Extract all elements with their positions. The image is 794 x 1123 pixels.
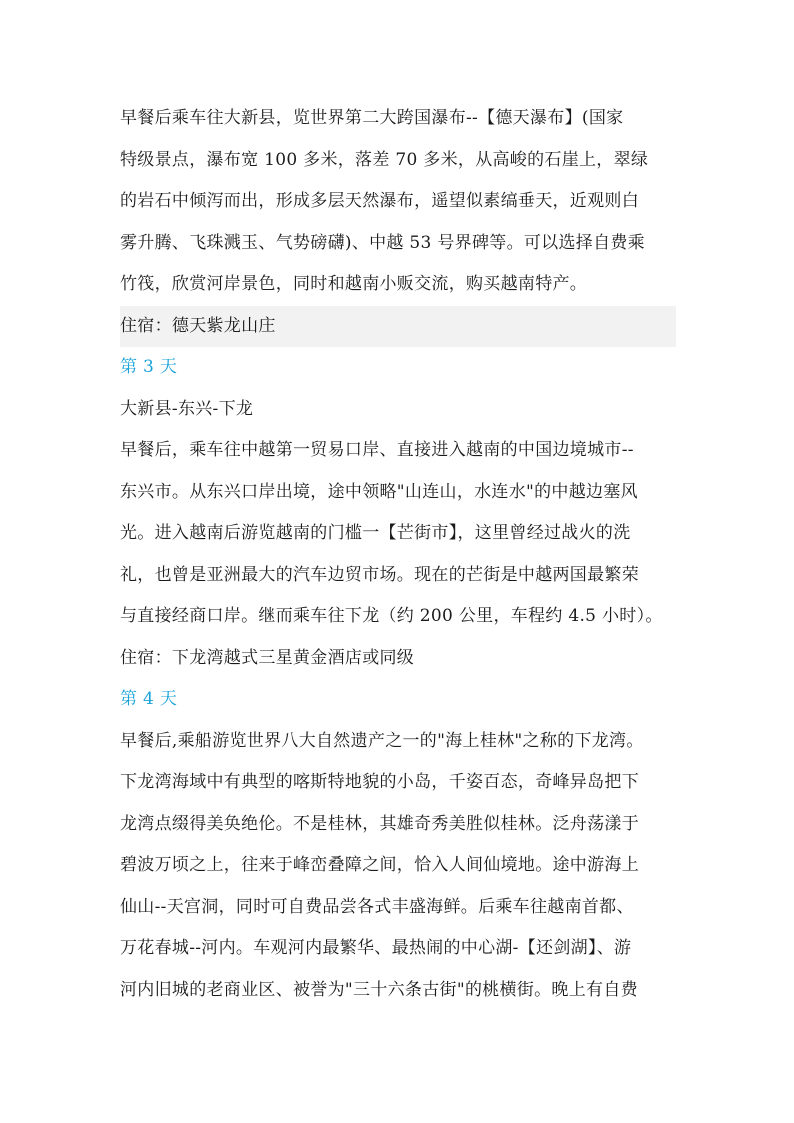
text-line: 仙山--天宫洞，同时可自费品尝各式丰盛海鲜。后乘车往越南首都、 <box>120 896 634 917</box>
text-line: 早餐后,乘船游览世界八大自然遗产之一的"海上桂林"之称的下龙湾。 <box>120 730 644 751</box>
text-line: 光。进入越南后游览越南的门槛一【芒街市】，这里曾经过战火的洗 <box>120 523 631 543</box>
text-line: 特级景点，瀑布宽 100 多米，落差 70 多米，从高峻的石崖上，翠绿 <box>120 149 649 170</box>
day4-description <box>120 721 676 1012</box>
text-line: 雾升腾、飞珠溅玉、气势磅礴)、中越 53 号界碑等。可以选择自费乘 <box>120 232 645 253</box>
day3-heading: 第 3 天 <box>120 357 178 377</box>
day4-heading: 第 4 天 <box>120 689 178 709</box>
text-line: 万花春城--河内。车观河内最繁华、最热闹的中心湖-【还剑湖】、游 <box>120 938 632 958</box>
text-line: 东兴市。从东兴口岸出境，途中领略"山连山，水连水"的中越边塞风 <box>120 481 638 502</box>
text-line: 的岩石中倾泻而出，形成多层天然瀑布，遥望似素缟垂天，近观则白 <box>120 191 639 211</box>
text-line: 早餐后，乘车往中越第一贸易口岸、直接进入越南的中国边境城市-- <box>120 440 634 460</box>
day2-description <box>120 98 676 306</box>
day3-route: 大新县-东兴-下龙 <box>120 398 254 419</box>
text-line: 碧波万顷之上，往来于峰峦叠障之间，恰入人间仙境地。途中游海上 <box>120 855 639 875</box>
text-line: 龙湾点缀得美奂绝伦。不是桂林，其雄奇秀美胜似桂林。泛舟荡漾于 <box>120 813 639 834</box>
text-line: 早餐后乘车往大新县，览世界第二大跨国瀑布--【德天瀑布】(国家 <box>120 108 624 128</box>
text-line: 河内旧城的老商业区、被誉为"三十六条古街"的桃横街。晚上有自费 <box>120 979 638 1000</box>
document-page <box>120 98 676 1011</box>
text-line: 礼，也曾是亚洲最大的汽车边贸市场。现在的芒街是中越两国最繁荣 <box>120 564 639 585</box>
text-line: 与直接经商口岸。继而乘车往下龙（约 200 公里，车程约 4.5 小时）。 <box>120 606 663 626</box>
text-line: 下龙湾海域中有典型的喀斯特地貌的小岛，千姿百态，奇峰异岛把下 <box>120 772 639 792</box>
day2-lodging: 住宿：德天紫龙山庄 <box>120 306 676 348</box>
day3-description <box>120 430 676 638</box>
day3-lodging: 住宿：下龙湾越式三星黄金酒店或同级 <box>120 647 415 668</box>
text-line: 竹筏，欣赏河岸景色，同时和越南小贩交流，购买越南特产。 <box>120 274 588 294</box>
